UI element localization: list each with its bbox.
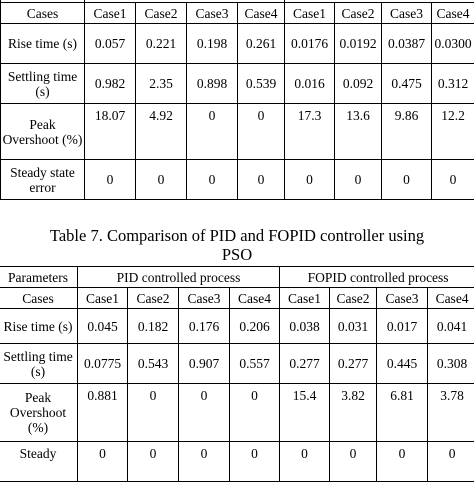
data-cell: 0.031 (330, 309, 377, 344)
header-cell: Case2 (128, 288, 179, 309)
header-cell: Case4 (428, 288, 474, 309)
data-cell: 9.86 (382, 104, 432, 160)
table-row (0, 384, 474, 442)
header-cell: Case4 (432, 3, 474, 24)
data-cell: 0.221 (136, 24, 187, 64)
row-label: Steady (0, 442, 78, 482)
data-cell: 0 (432, 160, 474, 200)
data-cell: 0.539 (238, 64, 285, 104)
row-label: Rise time (s) (1, 24, 85, 64)
data-cell: 0.038 (280, 309, 330, 344)
data-cell: 0.017 (377, 309, 428, 344)
data-cell: 0.982 (85, 64, 136, 104)
row-label: Settling time (s) (0, 344, 78, 384)
data-cell: 0.092 (335, 64, 382, 104)
data-cell: 0 (230, 384, 280, 442)
data-cell: 0 (85, 160, 136, 200)
table-row (1, 160, 474, 200)
header-cell: Case2 (330, 288, 377, 309)
row-label: Peak Overshoot (%) (0, 384, 78, 442)
header-cell: Case2 (136, 3, 187, 24)
data-cell: 0 (187, 104, 238, 160)
data-cell: 0 (285, 160, 335, 200)
data-cell: 12.2 (432, 104, 474, 160)
data-cell: 6.81 (377, 384, 428, 442)
table-row (0, 309, 474, 344)
table-row (0, 344, 474, 384)
data-cell: 0 (428, 442, 474, 482)
data-cell: 3.82 (330, 384, 377, 442)
header-cell: Case3 (377, 288, 428, 309)
table-row (1, 64, 474, 104)
parameters-header: Parameters (0, 267, 78, 288)
table-caption-line-1: Table 7. Comparison of PID and FOPID controller using (0, 226, 474, 246)
data-cell: 0.0176 (285, 24, 335, 64)
fopid-group-header: FOPID controlled process (280, 267, 474, 288)
data-cell: 0.176 (179, 309, 230, 344)
table-row (0, 442, 474, 482)
data-cell: 0 (128, 384, 179, 442)
data-cell: 0.277 (330, 344, 377, 384)
data-cell: 0.445 (377, 344, 428, 384)
table-row (1, 104, 474, 160)
data-cell: 0 (382, 160, 432, 200)
row-label: Rise time (s) (0, 309, 78, 344)
pid-group-header: PID controlled process (78, 267, 280, 288)
table-caption-line-2: PSO (0, 245, 474, 265)
data-cell: 0.557 (230, 344, 280, 384)
header-cell: Cases (0, 288, 78, 309)
header-cell: Case1 (280, 288, 330, 309)
header-cell: Case4 (238, 3, 285, 24)
data-cell: 0 (136, 160, 187, 200)
header-cell: Case1 (85, 3, 136, 24)
header-cell: Case3 (179, 288, 230, 309)
data-cell: 0.182 (128, 309, 179, 344)
data-cell: 0 (187, 160, 238, 200)
data-cell: 0 (330, 442, 377, 482)
pso-comparison-table (0, 266, 474, 482)
row-label: Peak Overshoot (%) (1, 104, 85, 160)
header-cell: Case1 (78, 288, 128, 309)
data-cell: 0 (335, 160, 382, 200)
data-cell: 0 (78, 442, 128, 482)
data-cell: 0.312 (432, 64, 474, 104)
data-cell: 0.198 (187, 24, 238, 64)
header-cell: Case3 (187, 3, 238, 24)
data-cell: 0.0387 (382, 24, 432, 64)
data-cell: 0.907 (179, 344, 230, 384)
data-cell: 0.206 (230, 309, 280, 344)
data-cell: 2.35 (136, 64, 187, 104)
data-cell: 0.475 (382, 64, 432, 104)
header-cell: Case4 (230, 288, 280, 309)
row-label: Steady state error (1, 160, 85, 200)
data-cell: 17.3 (285, 104, 335, 160)
header-cell: Case1 (285, 3, 335, 24)
data-cell: 0 (238, 104, 285, 160)
data-cell: 0 (179, 384, 230, 442)
data-cell: 0.261 (238, 24, 285, 64)
data-cell: 0 (128, 442, 179, 482)
data-cell: 0 (238, 160, 285, 200)
header-cell: Case3 (382, 3, 432, 24)
data-cell: 15.4 (280, 384, 330, 442)
table-row (1, 24, 474, 64)
row-label: Settling time (s) (1, 64, 85, 104)
data-cell: 18.07 (85, 104, 136, 160)
bottom-table-header-row (0, 288, 474, 309)
data-cell: 0.277 (280, 344, 330, 384)
data-cell: 0.308 (428, 344, 474, 384)
header-cell: Cases (1, 3, 85, 24)
data-cell: 0.543 (128, 344, 179, 384)
data-cell: 0.016 (285, 64, 335, 104)
data-cell: 0.0192 (335, 24, 382, 64)
data-cell: 3.78 (428, 384, 474, 442)
top-comparison-table (0, 0, 474, 200)
data-cell: 0.041 (428, 309, 474, 344)
data-cell: 0 (230, 442, 280, 482)
data-cell: 0.0300 (432, 24, 474, 64)
data-cell: 0.057 (85, 24, 136, 64)
data-cell: 4.92 (136, 104, 187, 160)
data-cell: 0.0775 (78, 344, 128, 384)
top-table-header-row (1, 3, 474, 24)
group-header-row (0, 267, 474, 288)
data-cell: 0.881 (78, 384, 128, 442)
data-cell: 0 (377, 442, 428, 482)
data-cell: 0.898 (187, 64, 238, 104)
data-cell: 0.045 (78, 309, 128, 344)
data-cell: 0 (179, 442, 230, 482)
data-cell: 13.6 (335, 104, 382, 160)
header-cell: Case2 (335, 3, 382, 24)
data-cell: 0 (280, 442, 330, 482)
